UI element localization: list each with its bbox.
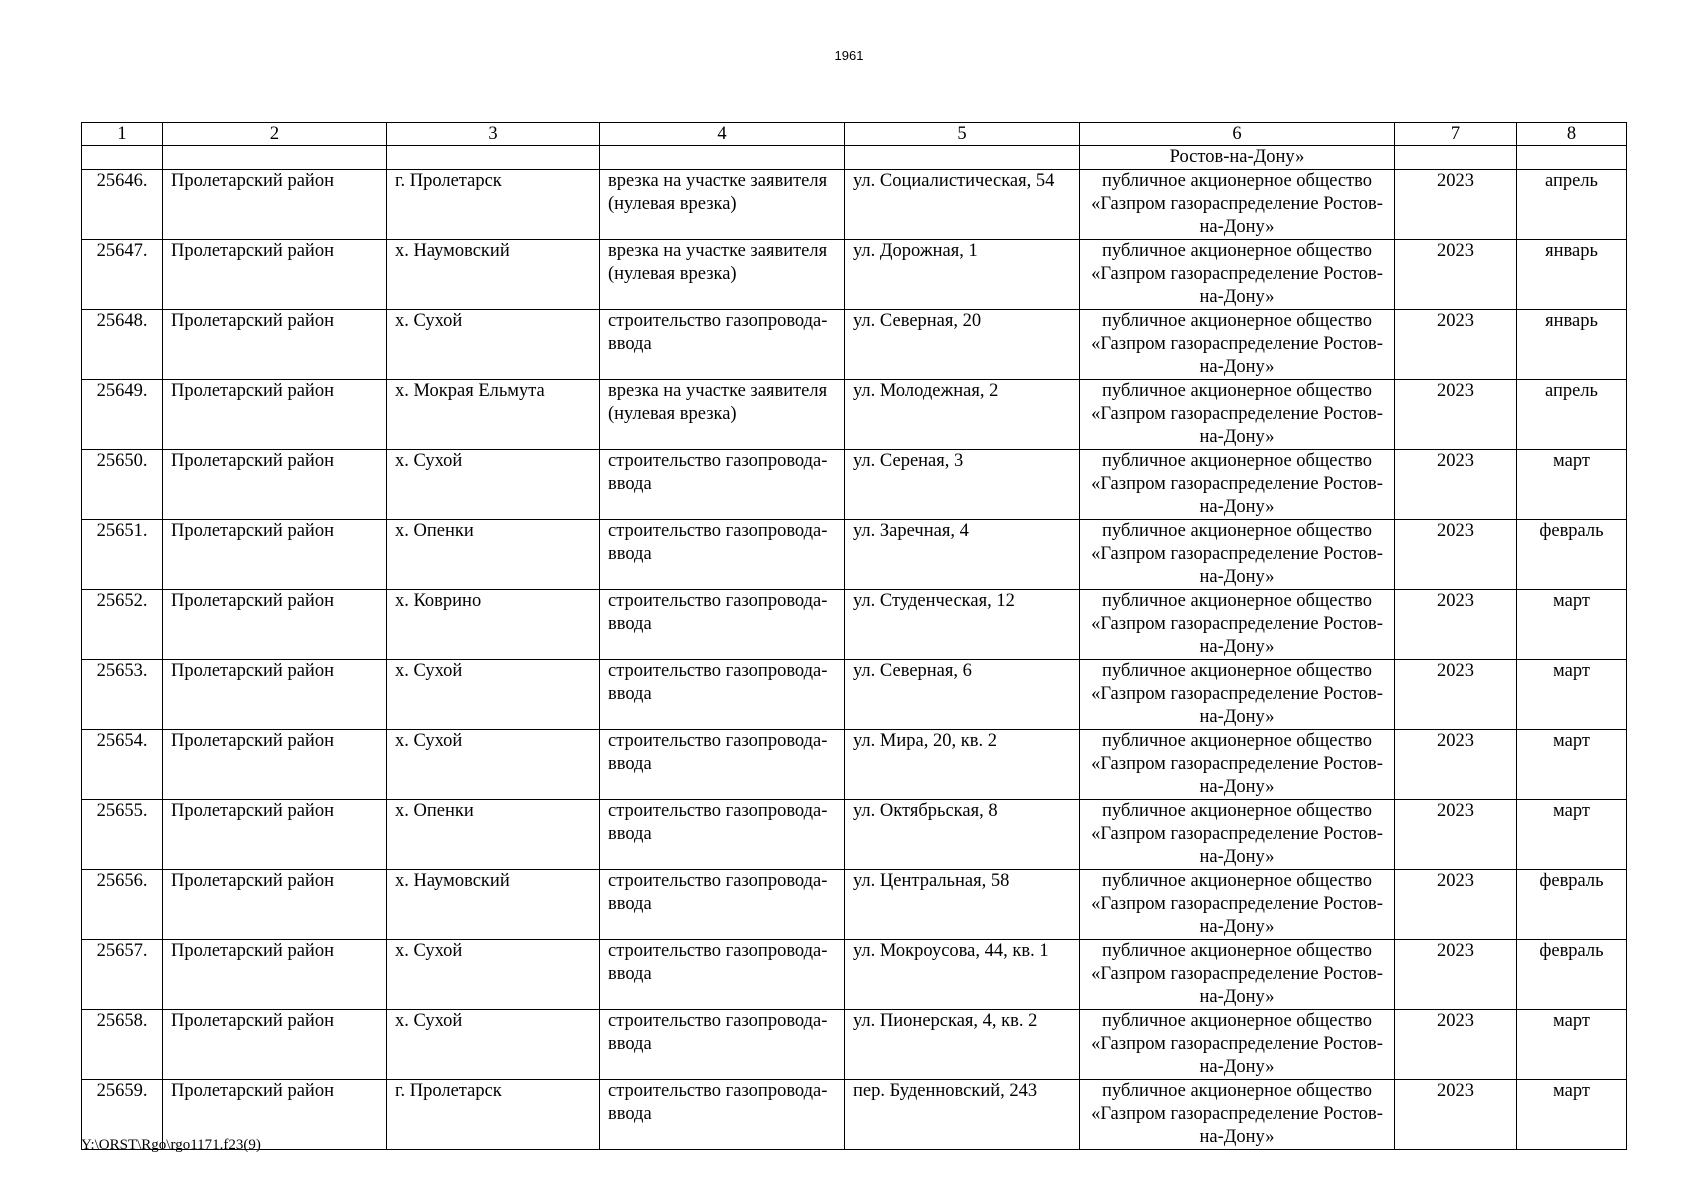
year-cell: 2023 bbox=[1395, 240, 1517, 310]
month-cell: апрель bbox=[1517, 170, 1627, 240]
table-cell bbox=[600, 146, 845, 170]
row-number-cell: 25659. bbox=[82, 1080, 163, 1150]
work-type-cell: строительство газопровода-ввода bbox=[600, 590, 845, 660]
table-row bbox=[82, 450, 1627, 520]
work-type-cell: строительство газопровода-ввода bbox=[600, 520, 845, 590]
column-header: 4 bbox=[600, 123, 845, 146]
row-number-cell: 25655. bbox=[82, 800, 163, 870]
district-cell: Пролетарский район bbox=[163, 170, 387, 240]
work-type-cell: строительство газопровода-ввода bbox=[600, 870, 845, 940]
address-cell: ул. Мокроусова, 44, кв. 1 bbox=[845, 940, 1080, 1010]
locality-cell: х. Сухой bbox=[387, 310, 600, 380]
org-cell: публичное акционерное общество «Газпром газораспределение Ростов-на-Дону» bbox=[1080, 730, 1395, 800]
year-cell: 2023 bbox=[1395, 520, 1517, 590]
address-cell: ул. Мира, 20, кв. 2 bbox=[845, 730, 1080, 800]
month-cell: март bbox=[1517, 1080, 1627, 1150]
month-cell: февраль bbox=[1517, 520, 1627, 590]
work-type-cell: строительство газопровода-ввода bbox=[600, 310, 845, 380]
row-number-cell: 25656. bbox=[82, 870, 163, 940]
org-cell: публичное акционерное общество «Газпром газораспределение Ростов-на-Дону» bbox=[1080, 1080, 1395, 1150]
table-row bbox=[82, 1010, 1627, 1080]
month-cell: март bbox=[1517, 660, 1627, 730]
locality-cell: х. Опенки bbox=[387, 800, 600, 870]
org-cell: публичное акционерное общество «Газпром газораспределение Ростов-на-Дону» bbox=[1080, 800, 1395, 870]
district-cell: Пролетарский район bbox=[163, 1080, 387, 1150]
month-cell: апрель bbox=[1517, 380, 1627, 450]
year-cell: 2023 bbox=[1395, 380, 1517, 450]
district-cell: Пролетарский район bbox=[163, 660, 387, 730]
address-cell: ул. Октябрьская, 8 bbox=[845, 800, 1080, 870]
district-cell: Пролетарский район bbox=[163, 800, 387, 870]
org-cell: публичное акционерное общество «Газпром газораспределение Ростов-на-Дону» bbox=[1080, 520, 1395, 590]
footer-file-path: Y:\ORST\Rgo\rgo1171.f23(9) bbox=[81, 1137, 261, 1153]
continuation-row bbox=[82, 146, 1627, 170]
table-row bbox=[82, 800, 1627, 870]
table-row bbox=[82, 940, 1627, 1010]
table-row bbox=[82, 380, 1627, 450]
org-cell: публичное акционерное общество «Газпром газораспределение Ростов-на-Дону» bbox=[1080, 660, 1395, 730]
year-cell: 2023 bbox=[1395, 730, 1517, 800]
month-cell: март bbox=[1517, 1010, 1627, 1080]
org-cell: публичное акционерное общество «Газпром газораспределение Ростов-на-Дону» bbox=[1080, 940, 1395, 1010]
locality-cell: х. Наумовский bbox=[387, 240, 600, 310]
month-cell: февраль bbox=[1517, 940, 1627, 1010]
column-header: 6 bbox=[1080, 123, 1395, 146]
district-cell: Пролетарский район bbox=[163, 940, 387, 1010]
year-cell: 2023 bbox=[1395, 870, 1517, 940]
row-number-cell: 25653. bbox=[82, 660, 163, 730]
work-type-cell: врезка на участке заявителя (нулевая врезка) bbox=[600, 380, 845, 450]
district-cell: Пролетарский район bbox=[163, 450, 387, 520]
locality-cell: х. Сухой bbox=[387, 1010, 600, 1080]
district-cell: Пролетарский район bbox=[163, 240, 387, 310]
table-row bbox=[82, 170, 1627, 240]
address-cell: ул. Заречная, 4 bbox=[845, 520, 1080, 590]
district-cell: Пролетарский район bbox=[163, 870, 387, 940]
row-number-cell: 25647. bbox=[82, 240, 163, 310]
row-number-cell: 25649. bbox=[82, 380, 163, 450]
table-cell bbox=[163, 146, 387, 170]
column-header: 7 bbox=[1395, 123, 1517, 146]
address-cell: ул. Сереная, 3 bbox=[845, 450, 1080, 520]
work-type-cell: строительство газопровода-ввода bbox=[600, 1010, 845, 1080]
org-cell: публичное акционерное общество «Газпром газораспределение Ростов-на-Дону» bbox=[1080, 450, 1395, 520]
work-type-cell: врезка на участке заявителя (нулевая врезка) bbox=[600, 170, 845, 240]
column-header: 3 bbox=[387, 123, 600, 146]
org-cell: публичное акционерное общество «Газпром газораспределение Ростов-на-Дону» bbox=[1080, 380, 1395, 450]
year-cell: 2023 bbox=[1395, 450, 1517, 520]
register-table bbox=[81, 122, 1627, 1150]
table-row bbox=[82, 730, 1627, 800]
locality-cell: г. Пролетарск bbox=[387, 170, 600, 240]
month-cell: январь bbox=[1517, 240, 1627, 310]
locality-cell: х. Наумовский bbox=[387, 870, 600, 940]
year-cell: 2023 bbox=[1395, 310, 1517, 380]
org-cell: Ростов-на-Дону» bbox=[1080, 146, 1395, 170]
row-number-cell: 25651. bbox=[82, 520, 163, 590]
address-cell: ул. Северная, 6 bbox=[845, 660, 1080, 730]
year-cell: 2023 bbox=[1395, 170, 1517, 240]
address-cell: пер. Буденновский, 243 bbox=[845, 1080, 1080, 1150]
column-header: 8 bbox=[1517, 123, 1627, 146]
locality-cell: х. Мокрая Ельмута bbox=[387, 380, 600, 450]
locality-cell: х. Сухой bbox=[387, 730, 600, 800]
year-cell: 2023 bbox=[1395, 660, 1517, 730]
row-number-cell: 25650. bbox=[82, 450, 163, 520]
org-cell: публичное акционерное общество «Газпром газораспределение Ростов-на-Дону» bbox=[1080, 870, 1395, 940]
year-cell: 2023 bbox=[1395, 590, 1517, 660]
org-cell: публичное акционерное общество «Газпром газораспределение Ростов-на-Дону» bbox=[1080, 240, 1395, 310]
table-row bbox=[82, 520, 1627, 590]
org-cell: публичное акционерное общество «Газпром газораспределение Ростов-на-Дону» bbox=[1080, 170, 1395, 240]
table-row bbox=[82, 240, 1627, 310]
table-cell bbox=[387, 146, 600, 170]
row-number-cell: 25658. bbox=[82, 1010, 163, 1080]
district-cell: Пролетарский район bbox=[163, 730, 387, 800]
locality-cell: х. Сухой bbox=[387, 660, 600, 730]
address-cell: ул. Пионерская, 4, кв. 2 bbox=[845, 1010, 1080, 1080]
row-number-cell: 25646. bbox=[82, 170, 163, 240]
table-cell bbox=[1517, 146, 1627, 170]
column-header: 2 bbox=[163, 123, 387, 146]
org-cell: публичное акционерное общество «Газпром газораспределение Ростов-на-Дону» bbox=[1080, 310, 1395, 380]
year-cell: 2023 bbox=[1395, 1080, 1517, 1150]
locality-cell: х. Опенки bbox=[387, 520, 600, 590]
work-type-cell: строительство газопровода-ввода bbox=[600, 800, 845, 870]
district-cell: Пролетарский район bbox=[163, 590, 387, 660]
year-cell: 2023 bbox=[1395, 1010, 1517, 1080]
table-row bbox=[82, 870, 1627, 940]
header-row bbox=[82, 123, 1627, 146]
column-header: 5 bbox=[845, 123, 1080, 146]
year-cell: 2023 bbox=[1395, 800, 1517, 870]
work-type-cell: строительство газопровода-ввода bbox=[600, 940, 845, 1010]
address-cell: ул. Студенческая, 12 bbox=[845, 590, 1080, 660]
month-cell: март bbox=[1517, 450, 1627, 520]
table-cell bbox=[82, 146, 163, 170]
address-cell: ул. Центральная, 58 bbox=[845, 870, 1080, 940]
address-cell: ул. Молодежная, 2 bbox=[845, 380, 1080, 450]
district-cell: Пролетарский район bbox=[163, 310, 387, 380]
work-type-cell: строительство газопровода-ввода bbox=[600, 730, 845, 800]
org-cell: публичное акционерное общество «Газпром газораспределение Ростов-на-Дону» bbox=[1080, 590, 1395, 660]
row-number-cell: 25652. bbox=[82, 590, 163, 660]
address-cell: ул. Северная, 20 bbox=[845, 310, 1080, 380]
table-row bbox=[82, 310, 1627, 380]
work-type-cell: врезка на участке заявителя (нулевая врезка) bbox=[600, 240, 845, 310]
year-cell: 2023 bbox=[1395, 940, 1517, 1010]
row-number-cell: 25654. bbox=[82, 730, 163, 800]
month-cell: январь bbox=[1517, 310, 1627, 380]
column-header: 1 bbox=[82, 123, 163, 146]
address-cell: ул. Дорожная, 1 bbox=[845, 240, 1080, 310]
district-cell: Пролетарский район bbox=[163, 520, 387, 590]
table-row bbox=[82, 660, 1627, 730]
locality-cell: г. Пролетарск bbox=[387, 1080, 600, 1150]
locality-cell: х. Сухой bbox=[387, 450, 600, 520]
page-number: 1961 bbox=[834, 48, 864, 63]
row-number-cell: 25648. bbox=[82, 310, 163, 380]
month-cell: март bbox=[1517, 730, 1627, 800]
work-type-cell: строительство газопровода-ввода bbox=[600, 660, 845, 730]
locality-cell: х. Сухой bbox=[387, 940, 600, 1010]
month-cell: февраль bbox=[1517, 870, 1627, 940]
row-number-cell: 25657. bbox=[82, 940, 163, 1010]
table-cell bbox=[845, 146, 1080, 170]
org-cell: публичное акционерное общество «Газпром газораспределение Ростов-на-Дону» bbox=[1080, 1010, 1395, 1080]
table-row bbox=[82, 1080, 1627, 1150]
address-cell: ул. Социалистическая, 54 bbox=[845, 170, 1080, 240]
district-cell: Пролетарский район bbox=[163, 1010, 387, 1080]
work-type-cell: строительство газопровода-ввода bbox=[600, 450, 845, 520]
table-cell bbox=[1395, 146, 1517, 170]
locality-cell: х. Коврино bbox=[387, 590, 600, 660]
table-row bbox=[82, 590, 1627, 660]
work-type-cell: строительство газопровода-ввода bbox=[600, 1080, 845, 1150]
month-cell: март bbox=[1517, 800, 1627, 870]
district-cell: Пролетарский район bbox=[163, 380, 387, 450]
month-cell: март bbox=[1517, 590, 1627, 660]
